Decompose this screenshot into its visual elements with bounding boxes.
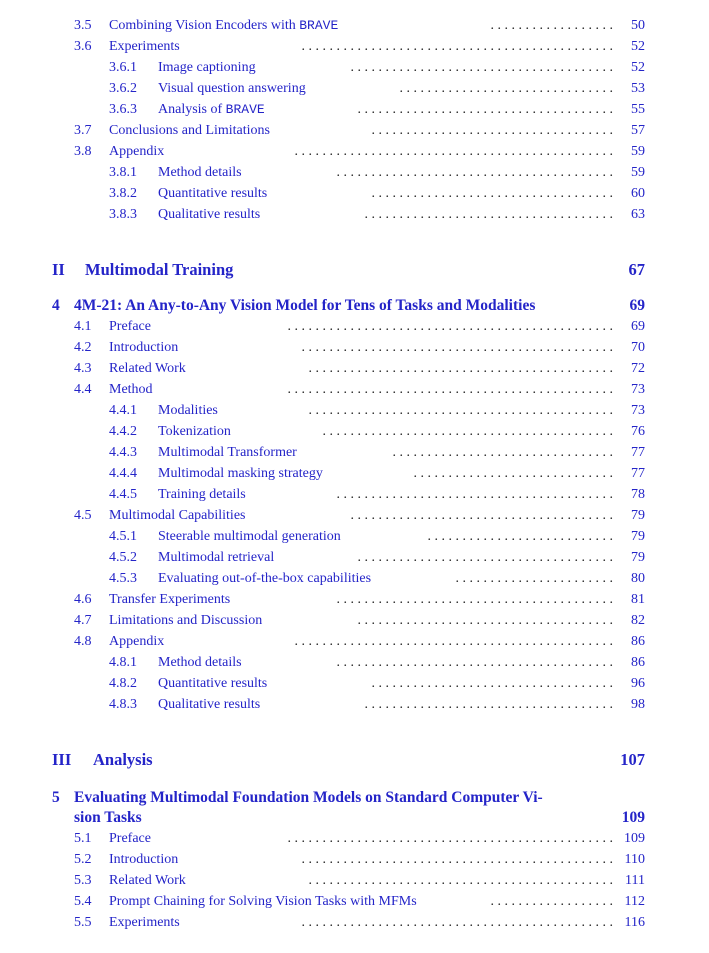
chapter-page[interactable]: 69 [629,297,645,314]
leader-dots: . . . . . . . . . . . . . . . . . . . . . . . . . . . . . . . [399,81,613,96]
entry-title[interactable]: Multimodal Transformer [158,445,297,460]
toc-entry[interactable] [0,913,709,933]
entry-title[interactable]: Multimodal retrieval [158,550,275,565]
entry-number: 5.5 [74,915,92,930]
leader-dots: . . . . . . . . . . . . . . . . . . . . . . . . . . . . . . . . . . . . . . . . . . . . . [301,852,613,867]
entry-page[interactable]: 81 [631,592,645,607]
entry-title[interactable]: Evaluating out-of-the-box capabilities [158,571,372,586]
leader-dots: . . . . . . . . . . . . . . . . . . . . . . . . . . . . . . . . . . . . . . . . . . . . . . [294,634,613,649]
chapter-number: 4 [52,297,60,314]
entry-page[interactable]: 76 [631,424,645,439]
entry-title[interactable]: Related Work [109,873,186,888]
entry-page[interactable]: 116 [624,915,645,930]
entry-page[interactable]: 98 [631,697,645,712]
chapter-page[interactable]: 109 [621,809,645,826]
entry-title[interactable]: Introduction [109,340,179,355]
entry-number: 4.8 [74,634,92,649]
leader-dots: . . . . . . . . . . . . . . . . . . . . . . . . . . . . . . . . . . . . . . . . [336,165,613,180]
toc-entry[interactable] [0,142,709,162]
entry-number: 4.8.3 [109,697,137,712]
entry-page[interactable]: 73 [631,382,645,397]
entry-page[interactable]: 86 [631,655,645,670]
entry-title[interactable]: Modalities [158,403,218,418]
toc-entry[interactable] [0,184,709,204]
entry-number: 4.1 [74,319,92,334]
leader-dots: . . . . . . . . . . . . . . . . . . . . . . . . . . . . . . . . . . . [371,676,613,691]
entry-title[interactable]: Introduction [109,852,179,867]
toc-chapter[interactable] [0,788,709,808]
entry-number: 3.6.3 [109,102,137,117]
leader-dots: . . . . . . . . . . . . . . . . . . . . . . . . . . . . . . . . . . . . . . [350,60,613,75]
chapter-number: 5 [52,789,60,806]
entry-title[interactable]: Qualitative results [158,697,261,712]
entry-number: 3.8.1 [109,165,137,180]
entry-title[interactable]: Conclusions and Limitations [109,123,270,138]
entry-number: 4.6 [74,592,92,607]
toc-entry[interactable] [0,338,709,358]
entry-number: 5.3 [74,873,92,888]
leader-dots: . . . . . . . . . . . . . . . . . . . . . . . . . . . . . . . . . . . . . . . . . . . . . [301,915,613,930]
entry-page[interactable]: 82 [631,613,645,628]
entry-number: 3.7 [74,123,92,138]
leader-dots: . . . . . . . . . . . . . . . . . . [490,894,613,909]
leader-dots: . . . . . . . . . . . . . . . . . . . . . . . . . . . . . . . . . . . . [364,207,613,222]
entry-page[interactable]: 52 [631,39,645,54]
toc-part[interactable] [0,749,709,771]
toc-entry[interactable] [0,464,709,484]
entry-title[interactable]: Transfer Experiments [109,592,231,607]
entry-title[interactable]: Experiments [109,915,180,930]
entry-page[interactable]: 60 [631,186,645,201]
entry-title[interactable]: Prompt Chaining for Solving Vision Tasks with MFMs [109,894,417,909]
chapter-title-continuation[interactable]: sion Tasks [74,809,142,826]
toc-entry[interactable] [0,443,709,463]
entry-page[interactable]: 72 [631,361,645,376]
leader-dots: . . . . . . . . . . . . . . . . . . . . . . . . . . . . . . . . . . . . . . [350,508,613,523]
leader-dots: . . . . . . . . . . . . . . . . . . . . . . . . . . . . . . . . . . . . . . . . . . . . [308,403,613,418]
leader-dots: . . . . . . . . . . . . . . . . . . . . . . . . . . . . . [413,466,613,481]
entry-number: 3.8 [74,144,92,159]
entry-title[interactable]: Multimodal masking strategy [158,466,323,481]
toc-entry[interactable] [0,163,709,183]
entry-number: 3.5 [74,18,92,33]
entry-number: 4.7 [74,613,92,628]
toc-entry[interactable] [0,695,709,715]
entry-number: 5.4 [74,894,92,909]
entry-number: 4.8.1 [109,655,137,670]
leader-dots: . . . . . . . . . . . . . . . . . . . . . . . . . . . . . . . . . . . . . . . . . . . . [308,873,613,888]
toc-entry[interactable] [0,829,709,849]
leader-dots: . . . . . . . . . . . . . . . . . . . . . . . . . . . . . . . . . . . . . . . . [336,655,613,670]
leader-dots: . . . . . . . . . . . . . . . . . . . . . . . . . . . . . . . . . . . . . . . . [336,487,613,502]
leader-dots: . . . . . . . . . . . . . . . . . . . . . . . . . . . . . . . . . . . . . . . . [336,592,613,607]
entry-page[interactable]: 77 [631,466,645,481]
entry-page[interactable]: 59 [631,144,645,159]
toc-entry[interactable] [0,37,709,57]
entry-page[interactable]: 53 [631,81,645,96]
entry-page[interactable]: 111 [625,873,645,888]
leader-dots: . . . . . . . . . . . . . . . . . . . . . . . [455,571,613,586]
toc-chapter[interactable] [0,296,709,316]
toc-entry[interactable] [0,401,709,421]
leader-dots: . . . . . . . . . . . . . . . . . . . . . . . . . . . . . . . . . . . [371,123,613,138]
toc-entry[interactable] [0,632,709,652]
leader-dots: . . . . . . . . . . . . . . . . . . . . . . . . . . . . . . . . . . . . . [357,102,613,117]
toc-entry[interactable] [0,422,709,442]
entry-number: 4.5.3 [109,571,137,586]
entry-page[interactable]: 79 [631,529,645,544]
entry-page[interactable]: 73 [631,403,645,418]
leader-dots: . . . . . . . . . . . . . . . . . . . . . . . . . . . . . . . . . . . . . [357,550,613,565]
entry-page[interactable]: 86 [631,634,645,649]
toc-entry[interactable] [0,892,709,912]
entry-title[interactable]: Appendix [109,144,165,159]
leader-dots: . . . . . . . . . . . . . . . . . . . . . . . . . . . . . . . . . . . . . . . . . . . . . [301,39,613,54]
toc-entry[interactable] [0,121,709,141]
entry-title[interactable]: Analysis of BRAVE [158,102,265,117]
toc-entry[interactable] [0,548,709,568]
leader-dots: . . . . . . . . . . . . . . . . . . . . . . . . . . . . . . . . . . . . . [357,613,613,628]
entry-title[interactable]: Multimodal Capabilities [109,508,246,523]
entry-page[interactable]: 59 [631,165,645,180]
toc-entry[interactable] [0,569,709,589]
entry-number: 3.6.2 [109,81,137,96]
part-title[interactable]: Multimodal Training [85,260,234,279]
entry-title[interactable]: Quantitative results [158,676,268,691]
entry-page[interactable]: 110 [624,852,645,867]
entry-page[interactable]: 70 [631,340,645,355]
entry-number: 3.6.1 [109,60,137,75]
toc-entry[interactable] [0,506,709,526]
leader-dots: . . . . . . . . . . . . . . . . . . . . . . . . . . . . . . . . . . . . [364,697,613,712]
leader-dots: . . . . . . . . . . . . . . . . . . . . . . . . . . . [427,529,613,544]
chapter-title[interactable]: 4M-21: An Any-to-Any Vision Model for Tens of Tasks and Modalities [74,297,536,314]
entry-title[interactable]: Limitations and Discussion [109,613,263,628]
entry-title[interactable]: Method [109,382,153,397]
entry-number: 4.4.5 [109,487,137,502]
toc-part[interactable] [0,259,709,281]
entry-page[interactable]: 69 [631,319,645,334]
toc-entry[interactable] [0,100,709,120]
entry-page[interactable]: 80 [631,571,645,586]
entry-page[interactable]: 109 [624,831,645,846]
entry-title[interactable]: Quantitative results [158,186,268,201]
part-number: II [52,260,65,279]
toc-entry[interactable] [0,674,709,694]
entry-title[interactable]: Steerable multimodal generation [158,529,341,544]
entry-title[interactable]: Training details [158,487,246,502]
entry-number: 4.5 [74,508,92,523]
entry-number: 4.3 [74,361,92,376]
leader-dots: . . . . . . . . . . . . . . . . . . . . . . . . . . . . . . . . . . . . . . . . . . . . . . [294,144,613,159]
entry-title[interactable]: Combining Vision Encoders with BRAVE [109,18,339,33]
entry-title[interactable]: Preface [109,831,151,846]
toc-entry[interactable] [0,205,709,225]
leader-dots: . . . . . . . . . . . . . . . . . . . . . . . . . . . . . . . . . . . . . . . . . . . . . . . [287,319,613,334]
entry-title[interactable]: Appendix [109,634,165,649]
leader-dots: . . . . . . . . . . . . . . . . . . . . . . . . . . . . . . . . . . . [371,186,613,201]
entry-title[interactable]: Method details [158,655,242,670]
entry-page[interactable]: 50 [631,18,645,33]
toc-entry[interactable] [0,380,709,400]
entry-title[interactable]: Method details [158,165,242,180]
entry-page[interactable]: 63 [631,207,645,222]
leader-dots: . . . . . . . . . . . . . . . . . . . . . . . . . . . . . . . . [392,445,613,460]
entry-page[interactable]: 78 [631,487,645,502]
entry-number: 4.4.2 [109,424,137,439]
entry-number: 3.8.3 [109,207,137,222]
leader-dots: . . . . . . . . . . . . . . . . . . . . . . . . . . . . . . . . . . . . . . . . . . [322,424,613,439]
entry-number: 5.2 [74,852,92,867]
entry-page[interactable]: 77 [631,445,645,460]
toc-entry[interactable] [0,653,709,673]
toc-chapter-continuation[interactable] [0,808,709,828]
entry-page[interactable]: 52 [631,60,645,75]
entry-title[interactable]: Visual question answering [158,81,306,96]
leader-dots: . . . . . . . . . . . . . . . . . . . . . . . . . . . . . . . . . . . . . . . . . . . . . [301,340,613,355]
entry-number: 4.8.2 [109,676,137,691]
entry-number: 4.4 [74,382,92,397]
part-title[interactable]: Analysis [93,750,153,769]
toc-entry[interactable] [0,871,709,891]
part-page[interactable]: 67 [628,260,645,279]
leader-dots: . . . . . . . . . . . . . . . . . . . . . . . . . . . . . . . . . . . . . . . . . . . . . . . [287,382,613,397]
entry-page[interactable]: 55 [631,102,645,117]
entry-page[interactable]: 57 [631,123,645,138]
toc-entry[interactable] [0,317,709,337]
entry-number: 4.5.2 [109,550,137,565]
toc-entry[interactable] [0,850,709,870]
entry-number: 4.5.1 [109,529,137,544]
entry-title[interactable]: Qualitative results [158,207,261,222]
toc-entry[interactable] [0,58,709,78]
toc-entry[interactable] [0,79,709,99]
chapter-title[interactable]: Evaluating Multimodal Foundation Models on Standard Computer Vi- [74,789,543,806]
leader-dots: . . . . . . . . . . . . . . . . . . [490,18,613,33]
entry-number: 3.8.2 [109,186,137,201]
toc-entry[interactable] [0,359,709,379]
entry-number: 4.4.3 [109,445,137,460]
toc-entry[interactable] [0,16,709,36]
entry-number: 3.6 [74,39,92,54]
entry-number: 4.2 [74,340,92,355]
entry-page[interactable]: 96 [631,676,645,691]
toc-entry[interactable] [0,485,709,505]
entry-title[interactable]: Related Work [109,361,186,376]
entry-title[interactable]: Preface [109,319,151,334]
entry-title[interactable]: Experiments [109,39,180,54]
entry-number: 5.1 [74,831,92,846]
entry-page[interactable]: 112 [624,894,645,909]
entry-page[interactable]: 79 [631,550,645,565]
leader-dots: . . . . . . . . . . . . . . . . . . . . . . . . . . . . . . . . . . . . . . . . . . . . [308,361,613,376]
part-page[interactable]: 107 [620,750,645,769]
entry-number: 4.4.1 [109,403,137,418]
toc-entry[interactable] [0,611,709,631]
toc-entry[interactable] [0,590,709,610]
entry-title[interactable]: Image captioning [158,60,256,75]
entry-title[interactable]: Tokenization [158,424,231,439]
part-number: III [52,750,72,769]
leader-dots: . . . . . . . . . . . . . . . . . . . . . . . . . . . . . . . . . . . . . . . . . . . . . . . [287,831,613,846]
toc-entry[interactable] [0,527,709,547]
entry-number: 4.4.4 [109,466,137,481]
entry-page[interactable]: 79 [631,508,645,523]
